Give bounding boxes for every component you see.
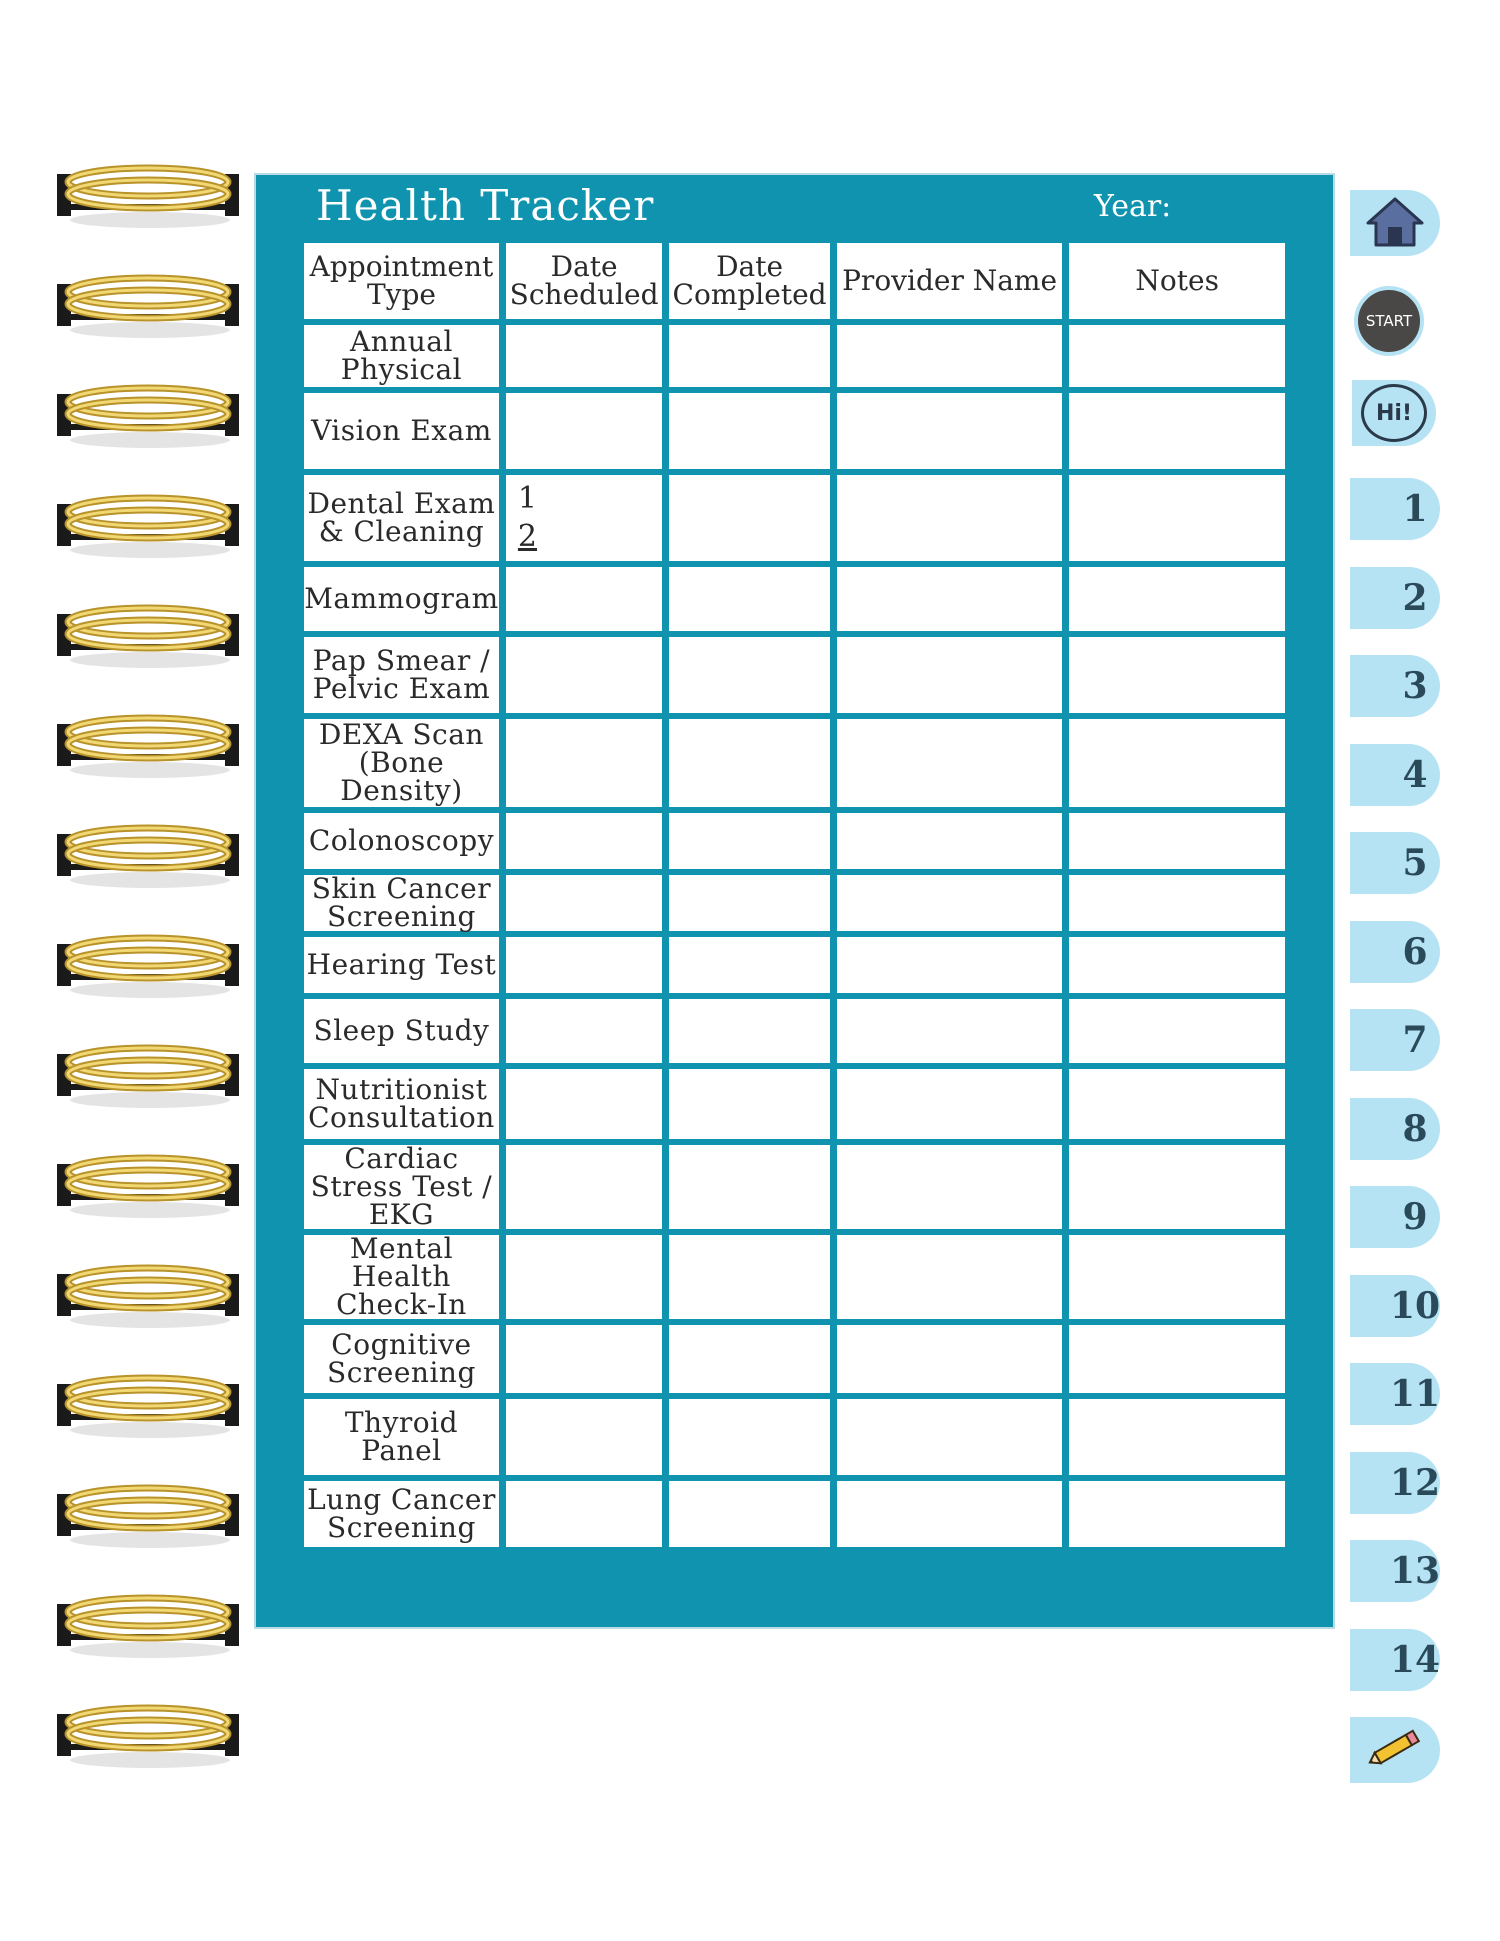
date-scheduled-cell[interactable] <box>506 999 662 1063</box>
date-completed-cell[interactable] <box>669 1235 829 1319</box>
col-provider-name: Provider Name <box>837 243 1063 319</box>
notes-cell[interactable] <box>1069 637 1285 713</box>
provider-name-cell[interactable] <box>837 1145 1063 1229</box>
table-row <box>304 1399 1285 1475</box>
planner-inner <box>304 175 1285 1627</box>
start-button[interactable]: START <box>1354 286 1424 356</box>
date-completed-cell[interactable] <box>669 393 829 469</box>
notes-cell[interactable] <box>1069 1399 1285 1475</box>
tab-number-label: 11 <box>1389 1373 1441 1415</box>
notes-cell[interactable] <box>1069 875 1285 931</box>
date-completed-cell[interactable] <box>669 999 829 1063</box>
notes-cell[interactable] <box>1069 393 1285 469</box>
binder-ring <box>55 710 240 782</box>
tab-month-4[interactable] <box>1350 744 1440 806</box>
date-scheduled-cell[interactable] <box>506 1481 662 1547</box>
binder-ring <box>55 160 240 232</box>
dental-visit-number: 1 <box>517 481 537 516</box>
table-row <box>304 393 1285 469</box>
table-row <box>304 1325 1285 1393</box>
date-scheduled-cell[interactable] <box>506 937 662 993</box>
table-row <box>304 999 1285 1063</box>
tab-number-label: 9 <box>1402 1196 1428 1238</box>
appointment-type-cell: Vision Exam <box>304 393 499 469</box>
binder-ring <box>55 270 240 342</box>
date-scheduled-cell[interactable] <box>506 875 662 931</box>
tab-number-label: 7 <box>1402 1019 1428 1061</box>
date-completed-cell[interactable] <box>669 937 829 993</box>
home-icon <box>1366 195 1424 251</box>
table-row <box>304 1069 1285 1139</box>
binder-ring <box>55 820 240 892</box>
appointment-type-cell: Mental Health Check-In <box>304 1235 499 1319</box>
pencil-icon <box>1365 1728 1425 1772</box>
table-row <box>304 325 1285 387</box>
tab-number-label: 6 <box>1402 930 1428 973</box>
notes-cell[interactable] <box>1069 567 1285 631</box>
binder-ring <box>55 930 240 1002</box>
pencil-tab[interactable] <box>1350 1717 1440 1783</box>
binder-ring <box>55 1150 240 1222</box>
binder-ring <box>55 1700 240 1772</box>
date-completed-cell[interactable] <box>669 719 829 807</box>
date-scheduled-cell[interactable] <box>506 1325 662 1393</box>
tab-month-3[interactable] <box>1350 655 1440 717</box>
date-scheduled-cell[interactable] <box>506 567 662 631</box>
date-scheduled-cell[interactable] <box>506 1145 662 1229</box>
provider-name-cell[interactable] <box>837 393 1063 469</box>
appointment-type-cell: Lung Cancer Screening <box>304 1481 499 1547</box>
tab-month-14[interactable] <box>1350 1629 1440 1691</box>
speech-bubble-icon: Hi! <box>1361 384 1427 442</box>
date-completed-cell[interactable] <box>669 637 829 713</box>
notes-cell[interactable] <box>1069 1145 1285 1229</box>
provider-name-cell[interactable] <box>837 567 1063 631</box>
col-appointment-type: Appointment Type <box>304 243 499 319</box>
provider-name-cell[interactable] <box>837 1399 1063 1475</box>
col-date-scheduled: Date Scheduled <box>506 243 662 319</box>
date-scheduled-cell[interactable] <box>506 1069 662 1139</box>
provider-name-cell[interactable] <box>837 813 1063 869</box>
binder-ring <box>55 1040 240 1112</box>
notes-cell[interactable] <box>1069 1069 1285 1139</box>
planner-page <box>256 175 1333 1627</box>
hi-button[interactable] <box>1352 380 1436 446</box>
appointment-type-cell: Cognitive Screening <box>304 1325 499 1393</box>
appointment-type-cell: Colonoscopy <box>304 813 499 869</box>
year-label: Year: <box>1094 189 1172 224</box>
date-scheduled-cell[interactable] <box>506 637 662 713</box>
appointment-type-cell: DEXA Scan (Bone Density) <box>304 719 499 807</box>
table-row <box>304 567 1285 631</box>
tab-month-7[interactable] <box>1350 1009 1440 1071</box>
tab-number-label: 3 <box>1402 665 1428 707</box>
date-completed-cell[interactable] <box>669 567 829 631</box>
tab-month-2[interactable] <box>1350 567 1440 629</box>
tab-number-label: 5 <box>1402 842 1428 884</box>
notes-cell[interactable] <box>1069 1235 1285 1319</box>
binder-ring <box>55 1370 240 1442</box>
binder-ring <box>55 1260 240 1332</box>
tab-number-label: 4 <box>1402 753 1428 796</box>
tab-number-label: 13 <box>1389 1550 1441 1592</box>
table-row <box>304 1481 1285 1547</box>
provider-name-cell[interactable] <box>837 1325 1063 1393</box>
binder-ring <box>55 1590 240 1662</box>
provider-name-cell[interactable] <box>837 1481 1063 1547</box>
notes-cell[interactable] <box>1069 1481 1285 1547</box>
dental-visit-number: 2 <box>517 519 537 554</box>
provider-name-cell[interactable] <box>837 1235 1063 1319</box>
notes-cell[interactable] <box>1069 937 1285 993</box>
date-scheduled-cell[interactable] <box>506 1235 662 1319</box>
table-header-row <box>304 243 1285 319</box>
provider-name-cell[interactable] <box>837 719 1063 807</box>
tab-month-13[interactable] <box>1350 1540 1440 1602</box>
tab-number-label: 2 <box>1402 576 1428 619</box>
date-scheduled-cell[interactable] <box>506 393 662 469</box>
tab-number-label: 14 <box>1389 1638 1441 1681</box>
appointment-type-cell: Dental Exam & Cleaning <box>304 475 499 561</box>
appointment-type-cell: Nutritionist Consultation <box>304 1069 499 1139</box>
health-tracker-table <box>297 237 1292 1553</box>
notes-cell[interactable] <box>1069 813 1285 869</box>
table-row <box>304 637 1285 713</box>
appointment-type-cell: Cardiac Stress Test / EKG <box>304 1145 499 1229</box>
appointment-type-cell: Pap Smear / Pelvic Exam <box>304 637 499 713</box>
date-completed-cell[interactable] <box>669 325 829 387</box>
date-completed-cell[interactable] <box>669 1481 829 1547</box>
tab-month-1[interactable] <box>1350 478 1440 540</box>
page-footer-bar <box>304 1585 1285 1627</box>
tab-month-6[interactable] <box>1350 921 1440 983</box>
appointment-type-cell: Hearing Test <box>304 937 499 993</box>
table-row <box>304 937 1285 993</box>
tab-month-12[interactable] <box>1350 1452 1440 1514</box>
date-scheduled-cell[interactable] <box>506 813 662 869</box>
table-row <box>304 719 1285 807</box>
tab-number-label: 1 <box>1402 488 1428 530</box>
provider-name-cell[interactable] <box>837 637 1063 713</box>
date-scheduled-cell[interactable] <box>506 719 662 807</box>
date-scheduled-cell[interactable] <box>506 475 662 561</box>
table-row <box>304 1235 1285 1319</box>
col-date-completed: Date Completed <box>669 243 829 319</box>
appointment-type-cell: Sleep Study <box>304 999 499 1063</box>
date-completed-cell[interactable] <box>669 875 829 931</box>
binder-ring <box>55 1480 240 1552</box>
date-completed-cell[interactable] <box>669 1145 829 1229</box>
appointment-type-cell: Annual Physical <box>304 325 499 387</box>
date-completed-cell[interactable] <box>669 475 829 561</box>
provider-name-cell[interactable] <box>837 1069 1063 1139</box>
tab-number-label: 10 <box>1389 1284 1441 1327</box>
binder-ring <box>55 490 240 562</box>
col-notes: Notes <box>1069 243 1285 319</box>
table-row <box>304 813 1285 869</box>
date-completed-cell[interactable] <box>669 813 829 869</box>
provider-name-cell[interactable] <box>837 999 1063 1063</box>
appointment-type-cell: Thyroid Panel <box>304 1399 499 1475</box>
notes-cell[interactable] <box>1069 325 1285 387</box>
tab-month-11[interactable] <box>1350 1363 1440 1425</box>
provider-name-cell[interactable] <box>837 875 1063 931</box>
notes-cell[interactable] <box>1069 719 1285 807</box>
provider-name-cell[interactable] <box>837 937 1063 993</box>
tab-number-label: 12 <box>1389 1461 1441 1504</box>
table-row <box>304 475 1285 561</box>
date-scheduled-cell[interactable] <box>506 1399 662 1475</box>
table-row <box>304 875 1285 931</box>
tab-number-label: 8 <box>1402 1107 1428 1150</box>
notes-cell[interactable] <box>1069 1325 1285 1393</box>
binder-ring <box>55 600 240 672</box>
notes-cell[interactable] <box>1069 475 1285 561</box>
appointment-type-cell: Skin Cancer Screening <box>304 875 499 931</box>
tab-month-10[interactable] <box>1350 1275 1440 1337</box>
appointment-type-cell: Mammogram <box>304 567 499 631</box>
notes-cell[interactable] <box>1069 999 1285 1063</box>
binder-ring <box>55 380 240 452</box>
tab-month-8[interactable] <box>1350 1098 1440 1160</box>
date-completed-cell[interactable] <box>669 1069 829 1139</box>
date-scheduled-cell[interactable] <box>506 325 662 387</box>
table-row <box>304 1145 1285 1229</box>
home-tab[interactable] <box>1350 190 1440 256</box>
provider-name-cell[interactable] <box>837 475 1063 561</box>
page-title: Health Tracker <box>316 181 655 230</box>
tab-month-5[interactable] <box>1350 832 1440 894</box>
date-completed-cell[interactable] <box>669 1399 829 1475</box>
provider-name-cell[interactable] <box>837 325 1063 387</box>
tab-month-9[interactable] <box>1350 1186 1440 1248</box>
date-completed-cell[interactable] <box>669 1325 829 1393</box>
